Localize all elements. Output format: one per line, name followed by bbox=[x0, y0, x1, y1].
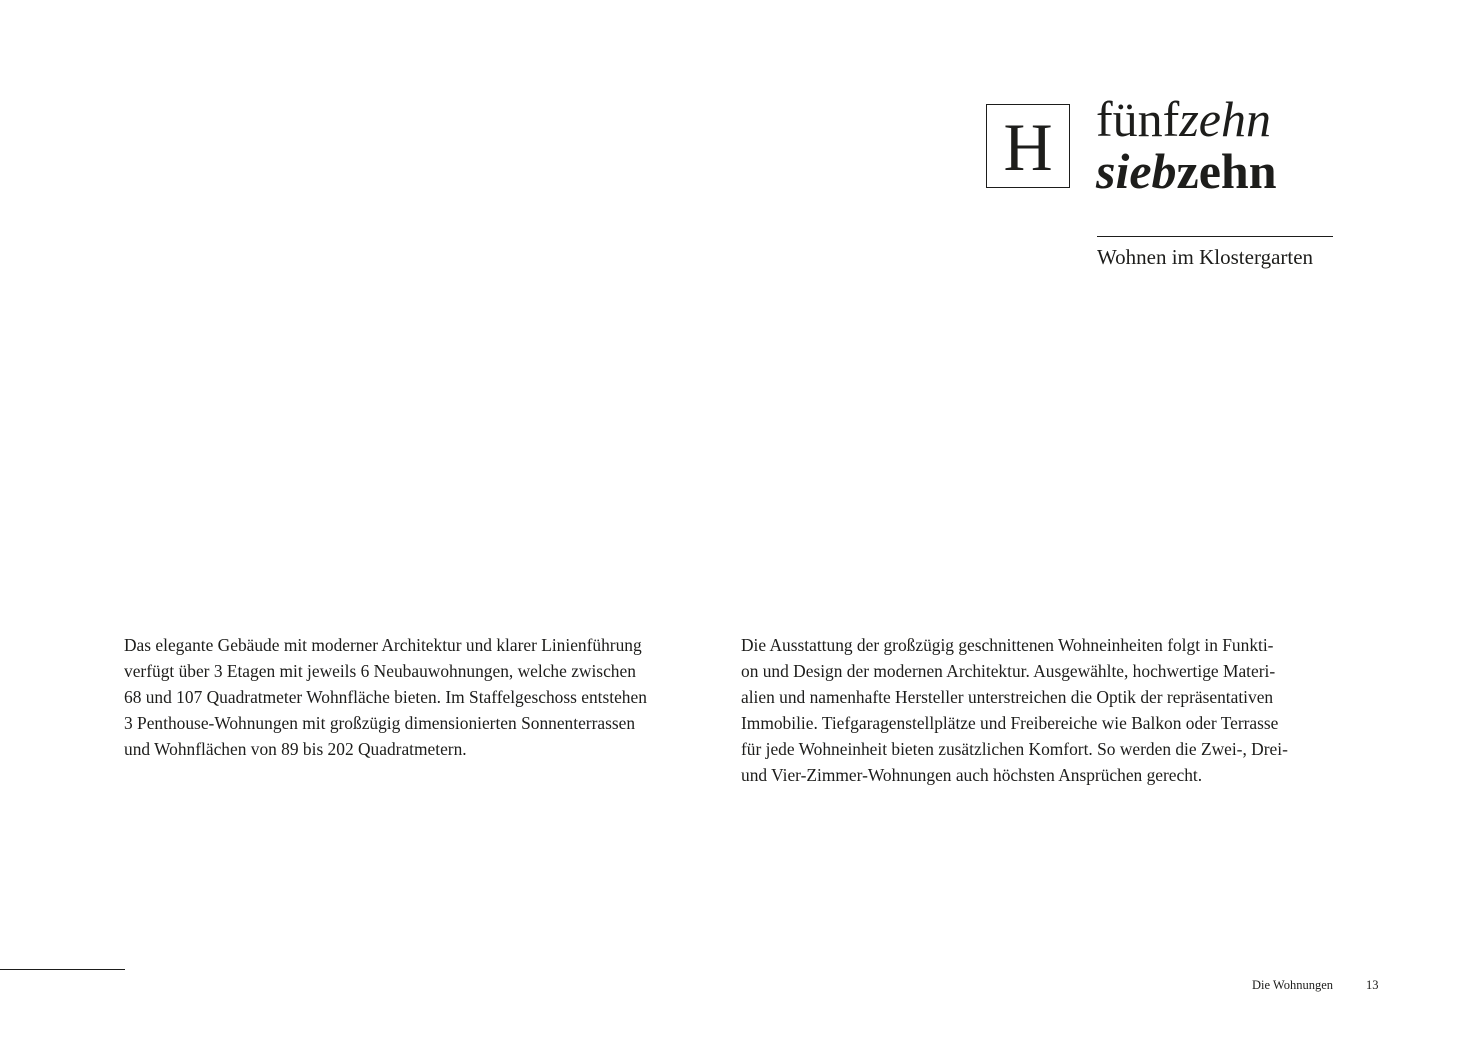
paragraph-line: verfügt über 3 Etagen mit jeweils 6 Neubauwohnungen, welche zwischen bbox=[124, 661, 636, 681]
logo-line2-italic: sieb bbox=[1096, 143, 1177, 199]
paragraph-line: on und Design der modernen Architektur. Ausgewählte, hochwertige Materi- bbox=[741, 661, 1276, 681]
body-column-left bbox=[124, 632, 724, 762]
footer-section-title: Die Wohnungen bbox=[1251, 978, 1333, 992]
logo-line1-italic: zehn bbox=[1179, 91, 1271, 147]
paragraph-line: 68 und 107 Quadratmeter Wohnfläche bieten. Im Staffelgeschoss entstehen bbox=[124, 687, 647, 707]
paragraph-line: für jede Wohneinheit bieten zusätzlichen Komfort. So werden die Zwei-, Drei- bbox=[741, 739, 1288, 759]
tagline: Wohnen im Klostergarten bbox=[1097, 245, 1314, 269]
page-number: 13 bbox=[1366, 978, 1379, 992]
paragraph-line: alien und namenhafte Hersteller unterstreichen die Optik der repräsentativen bbox=[741, 687, 1274, 707]
paragraph-line: Die Ausstattung der großzügig geschnittenen Wohneinheiten folgt in Funkti- bbox=[741, 635, 1274, 655]
body-column-right bbox=[741, 632, 1341, 788]
paragraph-line: Immobilie. Tiefgaragenstellplätze und Freibereiche wie Balkon oder Terrasse bbox=[741, 713, 1279, 733]
logo-line2-regular: zehn bbox=[1176, 143, 1277, 199]
logo-line1-regular: fünf bbox=[1096, 91, 1180, 147]
logo-wordmark-line1 bbox=[1096, 91, 1271, 147]
paragraph-line: Das elegante Gebäude mit moderner Architektur und klarer Linienführung bbox=[124, 635, 642, 655]
paragraph-line: und Wohnflächen von 89 bis 202 Quadratmetern. bbox=[124, 739, 467, 759]
logo-monogram-letter: H bbox=[1003, 109, 1053, 185]
logo-divider bbox=[1097, 236, 1333, 237]
logo-monogram-box bbox=[986, 104, 1070, 188]
paragraph-line: und Vier-Zimmer-Wohnungen auch höchsten Ansprüchen gerecht. bbox=[741, 765, 1203, 785]
paragraph-line: 3 Penthouse-Wohnungen mit großzügig dimensionierten Sonnenterrassen bbox=[124, 713, 636, 733]
logo-wordmark-line2 bbox=[1096, 143, 1277, 199]
footer-divider bbox=[0, 969, 125, 970]
